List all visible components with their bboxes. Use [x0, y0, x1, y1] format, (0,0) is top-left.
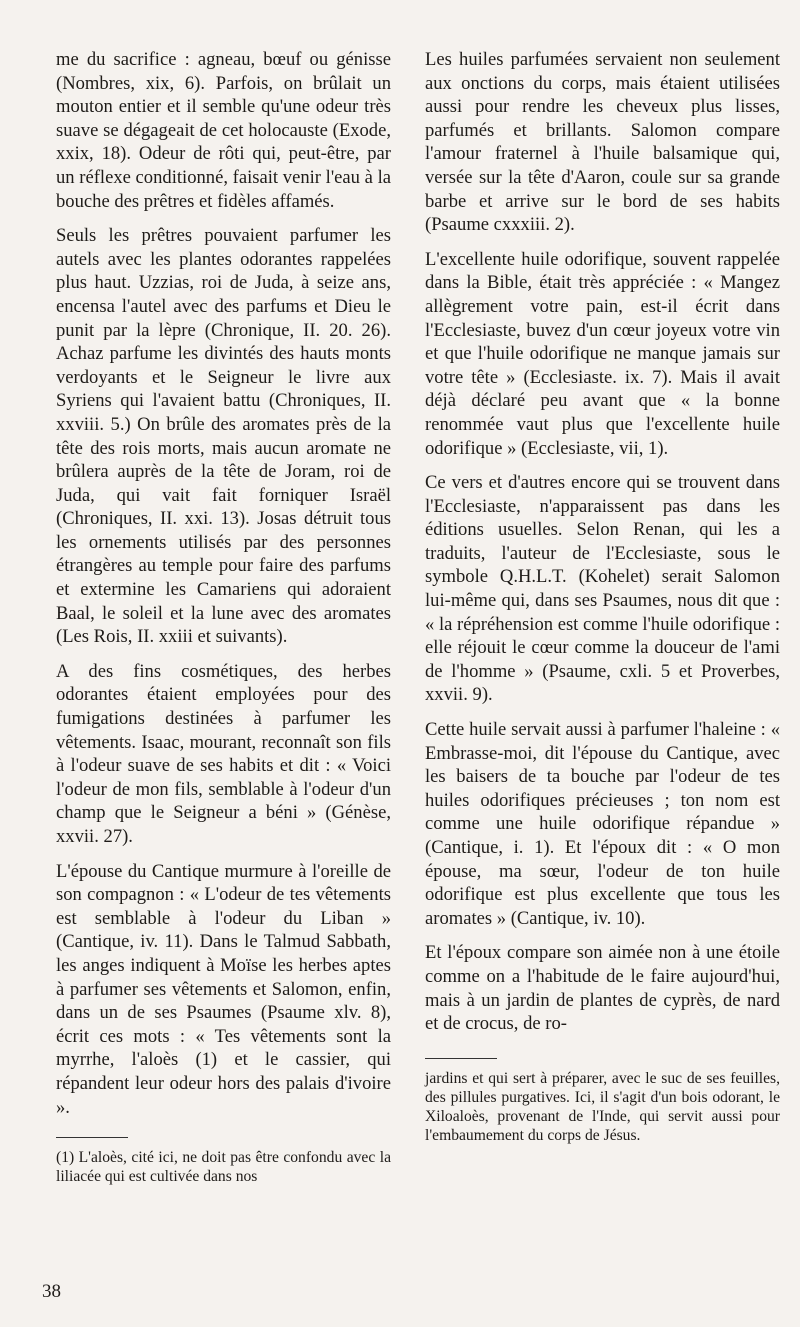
paragraph: Ce vers et d'autres encore qui se trouvent dans l'Ecclesiaste, n'apparaissent pas dans les éditions usuelles. Selon Renan, qui les a traduits, l'auteur de l'Ecclesiaste, sous le symbole Q.H.L.T. (Kohelet) serait Salomon lui-même qui, dans ses Psaumes, nous dit que : « la répréhension est comme l'huile odorifique : elle réjouit le cœur comme la douceur de l'ami de l'homme » (Psaume, cxli. 5 et Proverbes, xxvii. 9).: [425, 472, 780, 706]
paragraph: A des fins cosmétiques, des herbes odorantes étaient employées pour des fumigations destinées à parfumer les vêtements. Isaac, mourant, reconnaît son fils à l'odeur suave de ses habits et dit : « Voici l'odeur de mon fils, semblable à l'odeur d'un champ que le Seigneur a béni » (Génèse, xxvii. 27).: [56, 660, 391, 847]
footnote-rule: [56, 1137, 128, 1138]
right-column: [425, 48, 780, 1145]
footnote-continuation: jardins et qui sert à préparer, avec le suc de ses feuilles, des pillules purgatives. Ici, il s'agit d'un bois odorant, le Xiloaloès, provenant de l'Inde, qui servit aussi pour l'embaumement du corps de Jésus.: [425, 1069, 780, 1144]
left-column: [56, 48, 391, 1186]
paragraph: Seuls les prêtres pouvaient parfumer les autels avec les plantes odorantes rappelées plus haut. Uzzias, roi de Juda, à seize ans, encensa l'autel avec des parfums et Dieu le punit par la lèpre (Chronique, II. 20. 26). Achaz parfume les divintés des hauts monts verdoyants et le Seigneur le livre aux Syriens qui l'avaient battu (Chroniques, II. xxviii. 5.) On brûle des aromates près de la tête des rois morts, mais aucun aromate ne brûlera auprès de la tête de Joram, roi de Juda, qui vait fait forniquer Israël (Chroniques, II. xxi. 13). Josas détruit tous les ornements utilisés par des personnes étrangères au temple pour faire des parfums et extermine les Camariens qui adoraient Baal, le soleil et la lune avec des aromates (Les Rois, II. xxiii et suivants).: [56, 225, 391, 648]
paragraph: Les huiles parfumées servaient non seulement aux onctions du corps, mais étaient utilisées aussi pour rendre les cheveux plus lisses, parfumés et brillants. Salomon compare l'amour fraternel à l'huile balsamique qui, versée sur la tête d'Aaron, coule sur sa grande barbe et arrive sur le bord de ses habits (Psaume cxxxiii. 2).: [425, 49, 780, 236]
paragraph: me du sacrifice : agneau, bœuf ou génisse (Nombres, xix, 6). Parfois, on brûlait un mouton entier et il semble qu'une odeur très suave se dégageait de cet holocauste (Exode, xxix, 18). Odeur de rôti qui, peut-être, par un réflexe conditionné, faisait venir l'eau à la bouche des prêtres et fidèles affamés.: [56, 49, 391, 212]
paragraph: L'excellente huile odorifique, souvent rappelée dans la Bible, était très appréciée : « Mangez allègrement votre pain, est-il écrit dans l'Ecclesiaste, buvez d'un cœur joyeux votre vin et que l'huile odorifique ne manque jamais sur votre tête » (Ecclesiaste. ix. 7). Mais il avait déjà déclaré peu avant que « la bonne renommée vaut plus que l'excellente huile odorifique » (Ecclesiaste, vii, 1).: [425, 248, 780, 459]
paragraph: Et l'époux compare son aimée non à une étoile comme on a l'habitude de le faire aujourd'hui, mais à un jardin de plantes de cyprès, de nard et de crocus, de ro-: [425, 942, 780, 1035]
page-number: 38: [42, 1281, 61, 1302]
footnote: (1) L'aloès, cité ici, ne doit pas être confondu avec la liliacée qui est cultivée dans nos: [56, 1149, 391, 1186]
paragraph: L'épouse du Cantique murmure à l'oreille de son compagnon : « L'odeur de tes vêtements est semblable à l'odeur du Liban » (Cantique, iv. 11). Dans le Talmud Sabbath, les anges indiquent à Moïse les herbes aptes à parfumer ses vêtements et Salomon, enfin, dans un de ses Psaumes (Psaume xlv. 8), écrit ces mots : « Tes vêtements sont la myrrhe, l'aloès (1) et le cassier, qui répandent leur odeur hors des palais d'ivoire ».: [56, 860, 391, 1118]
paragraph: Cette huile servait aussi à parfumer l'haleine : « Embrasse-moi, dit l'épouse du Cantique, avec les baisers de ta bouche par l'odeur de tes huiles odorifiques précieuses ; ton nom est comme une huile odorifique répandue » (Cantique, i. 1). Et l'époux dit : « O mon épouse, ma sœur, l'odeur de ton huile odorifique est plus excellente que tous les aromates » (Cantique, iv. 10).: [425, 719, 780, 929]
footnote-rule: [425, 1058, 497, 1059]
